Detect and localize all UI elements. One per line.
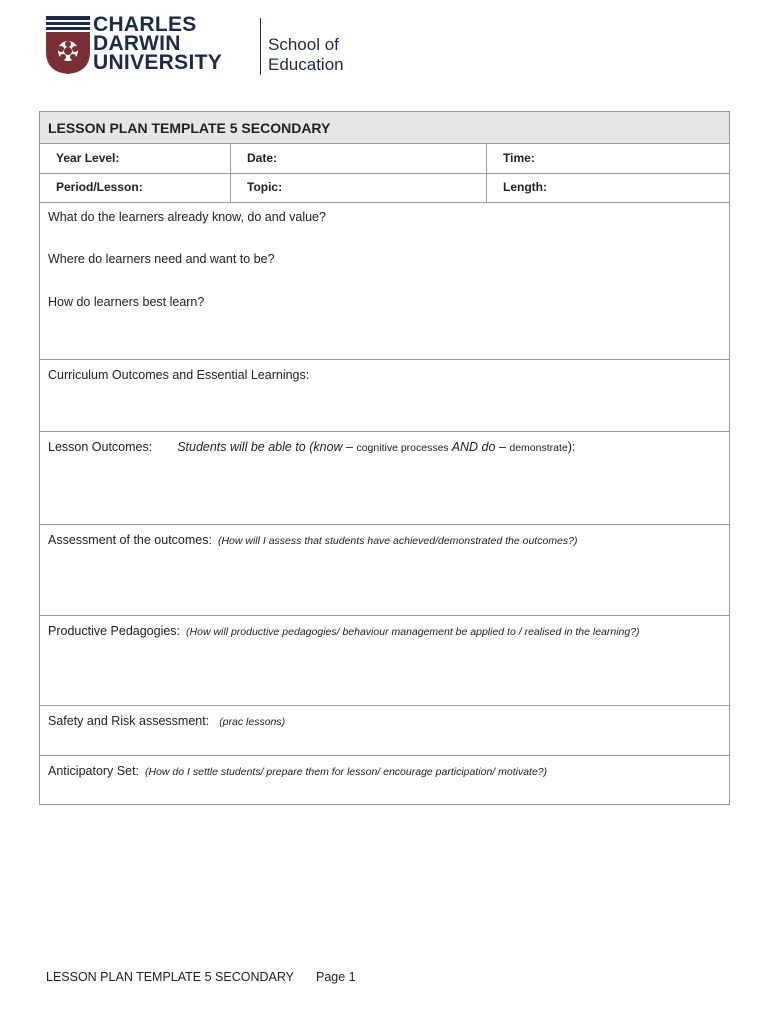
anticipatory-hint: (How do I settle students/ prepare them for lesson/ encourage participation/ motivate?)	[145, 766, 548, 778]
university-name-line-1: CHARLES	[93, 13, 197, 36]
lesson-outcomes-hint-b: cognitive processes	[356, 442, 449, 454]
pedagogies-hint: (How will productive pedagogies/ behaviour management be applied to / realised in the learning?)	[186, 626, 640, 638]
pedagogies-section[interactable]	[40, 616, 729, 706]
anticipatory-label: Anticipatory Set:	[48, 764, 140, 778]
learners-section[interactable]	[40, 202, 729, 360]
form-row-year-date-time	[40, 144, 729, 174]
time-field[interactable]: Time:	[503, 151, 535, 165]
footer-page-number: Page 1	[316, 970, 356, 984]
lesson-outcomes-section[interactable]	[40, 432, 729, 525]
assessment-hint: (How will I assess that students have achieved/demonstrated the outcomes?)	[217, 535, 578, 547]
learners-know-question: What do the learners already know, do and value?	[48, 210, 326, 224]
anticipatory-section[interactable]	[40, 756, 729, 804]
school-name-line-1: School of	[268, 35, 339, 54]
length-field[interactable]: Length:	[503, 180, 547, 194]
safety-label: Safety and Risk assessment:	[48, 714, 210, 728]
safety-hint: (prac lessons)	[219, 716, 286, 728]
university-name-line-2: DARWIN	[93, 32, 181, 55]
lesson-outcomes-hint-a: Students will be able to (know –	[177, 440, 357, 454]
form-title: LESSON PLAN TEMPLATE 5 SECONDARY	[40, 112, 729, 144]
assessment-question	[48, 533, 578, 547]
school-name	[268, 35, 344, 75]
pedagogies-label: Productive Pedagogies:	[48, 624, 181, 638]
safety-question	[48, 714, 285, 728]
learners-need-question: Where do learners need and want to be?	[48, 252, 275, 266]
pedagogies-question	[48, 624, 640, 638]
page-footer	[46, 970, 356, 984]
safety-section[interactable]	[40, 706, 729, 756]
university-crest-icon	[46, 16, 90, 74]
year-level-field[interactable]: Year Level:	[40, 144, 231, 173]
lesson-plan-form	[39, 111, 730, 805]
assessment-section[interactable]	[40, 525, 729, 616]
university-name	[93, 15, 222, 72]
lesson-outcomes-hint-e: ):	[567, 440, 576, 454]
learners-learn-question: How do learners best learn?	[48, 295, 205, 309]
lesson-outcomes-question	[48, 440, 575, 454]
date-field[interactable]: Date:	[231, 144, 487, 173]
logo-divider	[260, 18, 261, 75]
period-lesson-field[interactable]: Period/Lesson:	[40, 173, 231, 202]
lesson-outcomes-label: Lesson Outcomes:	[48, 440, 153, 454]
anticipatory-question	[48, 764, 547, 778]
form-row-period-topic-length	[40, 173, 729, 203]
curriculum-question: Curriculum Outcomes and Essential Learnings:	[48, 368, 310, 382]
school-name-line-2: Education	[268, 55, 344, 74]
topic-field[interactable]: Topic:	[231, 173, 487, 202]
university-name-line-3: UNIVERSITY	[93, 51, 223, 74]
lesson-outcomes-hint-c: AND do –	[448, 440, 510, 454]
assessment-label: Assessment of the outcomes:	[48, 533, 212, 547]
curriculum-section[interactable]	[40, 360, 729, 432]
lesson-outcomes-hint-d: demonstrate	[509, 442, 568, 454]
footer-doc-title: LESSON PLAN TEMPLATE 5 SECONDARY	[46, 970, 294, 984]
